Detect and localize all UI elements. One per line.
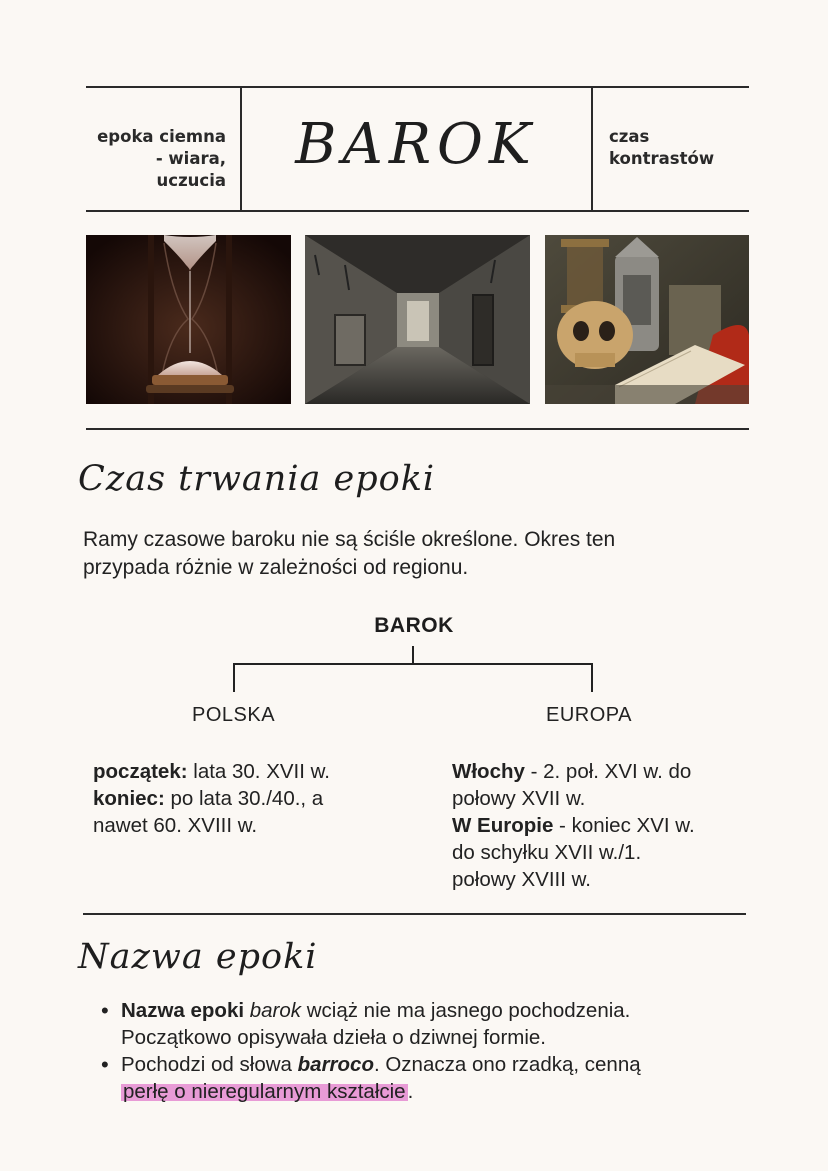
hourglass-photo bbox=[86, 235, 291, 404]
section-divider-1 bbox=[86, 428, 749, 430]
header-right-note bbox=[609, 126, 749, 170]
vanitas-skull-photo bbox=[545, 235, 749, 404]
tree-connector bbox=[230, 644, 596, 694]
polska-dates bbox=[93, 758, 413, 839]
b2-rest: . Oznacza ono rzadką, cenną bbox=[373, 1053, 641, 1076]
europe-value-2: do schyłku XVII w./1. bbox=[452, 841, 642, 864]
left-note-line1: epoka ciemna bbox=[97, 127, 226, 146]
europe-label: W Europie bbox=[452, 814, 554, 837]
italy-label: Włochy bbox=[452, 760, 525, 783]
header-bottom-rule bbox=[86, 210, 749, 212]
header-top-rule bbox=[86, 86, 749, 88]
page-title: BAROK bbox=[295, 112, 537, 177]
italy-line bbox=[452, 758, 752, 785]
b1-line2: Początkowo opisywała dzieła o dziwnej formie. bbox=[121, 1026, 547, 1049]
section1-intro bbox=[83, 526, 763, 582]
italy-value-2: połowy XVII w. bbox=[452, 787, 586, 810]
left-note-line2: - wiara, uczucia bbox=[155, 149, 226, 190]
section-divider-2 bbox=[83, 913, 746, 915]
europe-value-3: połowy XVIII w. bbox=[452, 868, 592, 891]
polska-end-value-1: po lata 30./40., a bbox=[164, 787, 324, 810]
b1-italic: barok bbox=[244, 999, 302, 1022]
branch-label-polska: POLSKA bbox=[192, 704, 276, 726]
b2-end: . bbox=[407, 1080, 414, 1103]
b1-bold: Nazwa epoki bbox=[121, 999, 245, 1022]
b1-rest: wciąż nie ma jasnego pochodzenia. bbox=[301, 999, 631, 1022]
tree-root-label: BAROK bbox=[374, 614, 454, 637]
europe-line bbox=[452, 812, 752, 839]
italy-value-1: - 2. poł. XVI w. do bbox=[524, 760, 692, 783]
polska-start-label: początek: bbox=[93, 760, 188, 783]
europe-value-1: - koniec XVI w. bbox=[553, 814, 695, 837]
header-left-note bbox=[84, 126, 226, 192]
b2-start: Pochodzi od słowa bbox=[121, 1053, 298, 1076]
europa-dates bbox=[452, 758, 752, 893]
list-item bbox=[121, 1051, 781, 1105]
right-note-line2: kontrastów bbox=[609, 149, 715, 168]
right-note-line1: czas bbox=[609, 127, 650, 146]
polska-start-line bbox=[93, 758, 413, 785]
section-heading-czas-trwania: Czas trwania epoki bbox=[78, 459, 436, 499]
name-origin-list bbox=[103, 997, 781, 1105]
polska-end-line bbox=[93, 785, 413, 812]
intro-line2: przypada różnie w zależności od regionu. bbox=[83, 556, 469, 579]
b2-highlight: perłę o nieregularnym kształcie bbox=[123, 1080, 406, 1103]
b2-bolditalic: barroco bbox=[297, 1053, 374, 1076]
header-divider-right bbox=[591, 86, 593, 211]
intro-line1: Ramy czasowe baroku nie są ściśle określone. Okres ten bbox=[83, 528, 616, 551]
list-item bbox=[121, 997, 781, 1051]
polska-end-label: koniec: bbox=[93, 787, 165, 810]
polska-start-value: lata 30. XVII w. bbox=[187, 760, 331, 783]
polska-end-value-2: nawet 60. XVIII w. bbox=[93, 814, 258, 837]
corridor-photo bbox=[305, 235, 530, 404]
section-heading-nazwa-epoki: Nazwa epoki bbox=[78, 937, 318, 977]
branch-label-europa: EUROPA bbox=[546, 704, 632, 726]
